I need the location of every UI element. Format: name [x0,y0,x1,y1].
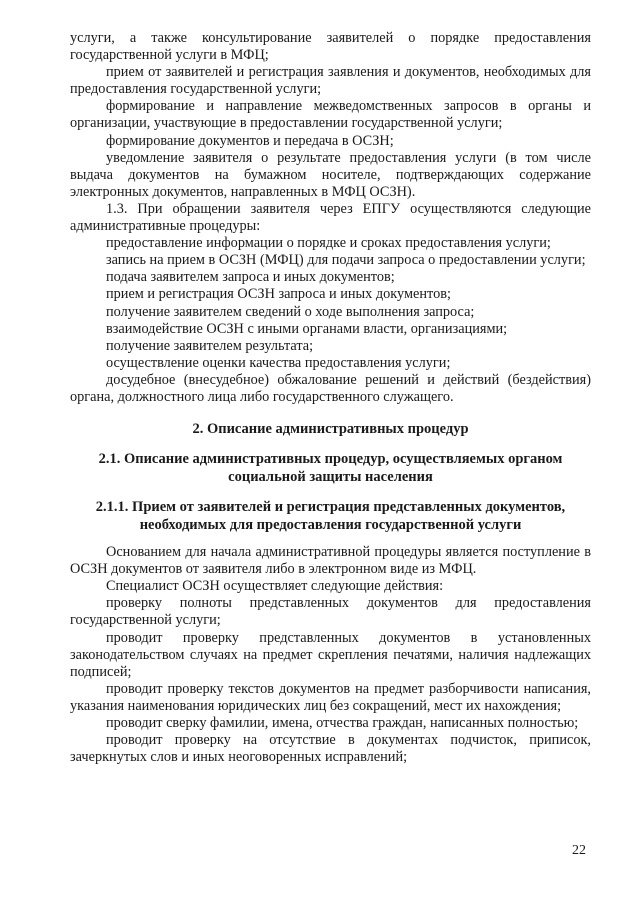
paragraph: проверку полноты представленных документов для предоставления государственной услуги; [70,595,591,629]
paragraph: формирование документов и передача в ОСЗН; [106,132,394,149]
subsubsection-heading: 2.1.1. Прием от заявителей и регистрация представленных документов, необходимых для предоставления государственной услуги [95,499,566,534]
paragraph: подача заявителем запроса и иных документов; [106,269,395,286]
paragraph: предоставление информации о порядке и сроках предоставления услуги; [106,235,551,252]
paragraph: получение заявителем сведений о ходе выполнения запроса; [106,303,475,320]
paragraph: осуществление оценки качества предоставления услуги; [106,354,451,371]
paragraph: проводит проверку текстов документов на предмет разборчивости написания, указания наименования юридических лиц без сокращений, мест их нахождения; [70,680,591,714]
paragraph: получение заявителем результата; [106,337,314,354]
paragraph: услуги, а также консультирование заявителей о порядке предоставления государственной услуги в МФЦ; [70,30,591,64]
paragraph: проводит проверку на отсутствие в документах подчисток, приписок, зачеркнутых слов и иных неоговоренных исправлений; [70,732,591,766]
paragraph: Специалист ОСЗН осуществляет следующие действия: [106,578,444,595]
paragraph: Основанием для начала административной процедуры является поступление в ОСЗН документов от заявителя либо в электронном виде из МФЦ. [70,544,591,578]
paragraph: проводит сверку фамилии, имена, отчества граждан, написанных полностью; [106,715,579,731]
paragraph: досудебное (внесудебное) обжалование решений и действий (бездействия) органа, должностного лица либо государственного служащего. [70,371,591,405]
page-number: 22 [572,843,586,858]
section-heading: 2. Описание административных процедур [192,421,469,438]
paragraph: взаимодействие ОСЗН с иными органами власти, организациями; [106,320,508,337]
paragraph: уведомление заявителя о результате предоставления услуги (в том числе выдача документов на бумажном носителе, подтверждающих содержание электронных документов, направленных в МФЦ ОСЗН). [70,149,591,200]
document-body [70,30,591,766]
paragraph: 1.3. При обращении заявителя через ЕПГУ осуществляются следующие административные процедуры: [70,200,591,235]
paragraph: запись на прием в ОСЗН (МФЦ) для подачи запроса о предоставлении услуги; [106,252,586,269]
paragraph: проводит проверку представленных документов в установленных законодательством случаях на предмет скрепления печатями, наличия надлежащих подписей; [70,629,591,680]
paragraph: прием и регистрация ОСЗН запроса и иных документов; [106,286,451,303]
paragraph: формирование и направление межведомственных запросов в органы и организации, участвующие в предоставлении государственной услуги; [70,98,591,132]
subsection-heading: 2.1. Описание административных процедур, осуществляемых органом социальной защиты населения [98,451,563,486]
paragraph: прием от заявителей и регистрация заявления и документов, необходимых для предоставления государственной услуги; [70,64,591,98]
